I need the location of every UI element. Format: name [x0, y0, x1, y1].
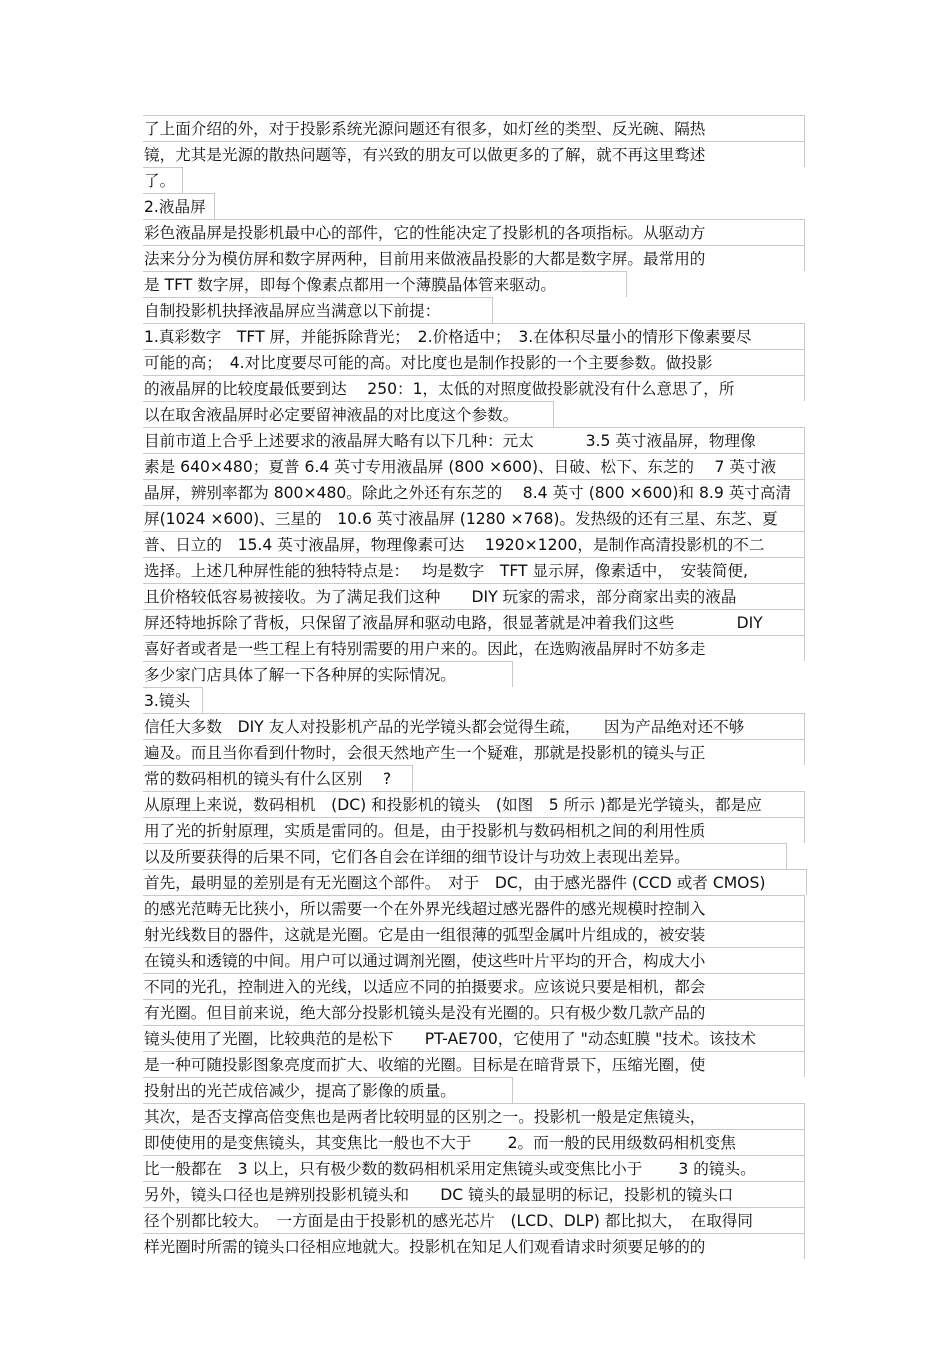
text-line: 射光线数目的器件，这就是光圈。它是由一组很薄的弧型金属叶片组成的，被安装 [143, 921, 805, 947]
text-line: 是一种可随投影图象亮度而扩大、收缩的光圈。目标是在暗背景下，压缩光圈，使 [143, 1051, 805, 1077]
text-line: 法来分分为模仿屏和数字屏两种，目前用来做液晶投影的大都是数字屏。最常用的 [143, 245, 805, 271]
text-line: 在镜头和透镜的中间。用户可以通过调剂光圈，使这些叶片平均的开合，构成大小 [143, 947, 805, 973]
text-line: 投射出的光芒成倍减少，提高了影像的质量。 [143, 1077, 513, 1103]
text-line: 1.真彩数字 TFT 屏，并能拆除背光； 2.价格适中； 3.在体积尽量小的情形下像素要尽 [143, 323, 805, 349]
text-line: 了。 [143, 167, 183, 193]
text-line: 有光圈。但目前来说，绝大部分投影机镜头是没有光圈的。只有极少数几款产品的 [143, 999, 805, 1025]
text-line: 是 TFT 数字屏，即每个像素点都用一个薄膜晶体管来驱动。 [143, 271, 627, 297]
text-line: 素是 640×480；夏普 6.4 英寸专用液晶屏 (800 ×600)、日破、松下、东芝的 7 英寸液 [143, 453, 805, 479]
text-line: 径个别都比较大。 一方面是由于投影机的感光芯片 (LCD、DLP) 都比拟大， 在取得同 [143, 1207, 805, 1233]
text-line: 的液晶屏的比较度最低要到达 250：1，太低的对照度做投影就没有什么意思了，所 [143, 375, 805, 401]
text-line: 自制投影机抉择液晶屏应当满意以下前提： [143, 297, 493, 323]
text-line: 且价格较低容易被接收。为了满足我们这种 DIY 玩家的需求，部分商家出卖的液晶 [143, 583, 805, 609]
text-line: 以及所要获得的后果不同，它们各自会在详细的细节设计与功效上表现出差异。 [143, 843, 787, 869]
text-line: 普、日立的 15.4 英寸液晶屏，物理像素可达 1920×1200，是制作高清投影机的不二 [143, 531, 805, 557]
text-line: 屏(1024 ×600)、三星的 10.6 英寸液晶屏 (1280 ×768)。发热级的还有三星、东芝、夏 [143, 505, 805, 531]
text-line: 多少家门店具体了解一下各种屏的实际情况。 [143, 661, 513, 687]
text-line: 的感光范畴无比狭小，所以需要一个在外界光线超过感光器件的感光规模时控制入 [143, 895, 805, 921]
section-heading: 3.镜头 [143, 687, 203, 713]
text-line: 常的数码相机的镜头有什么区别 ? [143, 765, 413, 791]
text-line: 不同的光孔，控制进入的光线，以适应不同的拍摄要求。应该说只要是相机，都会 [143, 973, 805, 999]
text-line: 了上面介绍的外，对于投影系统光源问题还有很多，如灯丝的类型、反光碗、隔热 [143, 115, 805, 141]
text-line: 比一般都在 3 以上，只有极少数的数码相机采用定焦镜头或变焦比小于 3 的镜头。 [143, 1155, 805, 1181]
text-line: 以在取舍液晶屏时必定要留神液晶的对比度这个参数。 [143, 401, 554, 427]
text-line: 首先，最明显的差别是有无光圈这个部件。 对于 DC，由于感光器件 (CCD 或者 CMOS) [143, 869, 807, 895]
text-line: 样光圈时所需的镜头口径相应地就大。投影机在知足人们观看请求时须要足够的的 [143, 1233, 805, 1259]
text-line: 用了光的折射原理，实质是雷同的。但是，由于投影机与数码相机之间的利用性质 [143, 817, 805, 843]
text-line: 可能的高； 4.对比度要尽可能的高。对比度也是制作投影的一个主要参数。做投影 [143, 349, 805, 375]
text-line: 晶屏，辨别率都为 800×480。除此之外还有东芝的 8.4 英寸 (800 ×600)和 8.9 英寸高清 [143, 479, 805, 505]
text-line: 镜，尤其是光源的散热问题等，有兴致的朋友可以做更多的了解，就不再这里骛述 [143, 141, 805, 167]
text-line: 即使使用的是变焦镜头，其变焦比一般也不大于 2。而一般的民用级数码相机变焦 [143, 1129, 805, 1155]
text-line: 信任大多数 DIY 友人对投影机产品的光学镜头都会觉得生疏， 因为产品绝对还不够 [143, 713, 805, 739]
text-line: 目前市道上合乎上述要求的液晶屏大略有以下几种：元太 3.5 英寸液晶屏，物理像 [143, 427, 805, 453]
text-line: 镜头使用了光圈，比较典范的是松下 PT-AE700，它使用了 "动态虹膜 "技术。该技术 [143, 1025, 805, 1051]
text-line: 其次，是否支撑高倍变焦也是两者比较明显的区别之一。投影机一般是定焦镜头， [143, 1103, 805, 1129]
text-line: 彩色液晶屏是投影机最中心的部件，它的性能决定了投影机的各项指标。从驱动方 [143, 219, 805, 245]
text-line: 喜好者或者是一些工程上有特别需要的用户来的。因此，在选购液晶屏时不妨多走 [143, 635, 805, 661]
section-heading: 2.液晶屏 [143, 193, 215, 219]
text-line: 从原理上来说，数码相机 (DC) 和投影机的镜头 (如图 5 所示 )都是光学镜头，都是应 [143, 791, 805, 817]
text-line: 选择。上述几种屏性能的独特特点是： 均是数字 TFT 显示屏，像素适中， 安装简便, [143, 557, 805, 583]
text-line: 另外，镜头口径也是辨别投影机镜头和 DC 镜头的最显明的标记，投影机的镜头口 [143, 1181, 805, 1207]
text-line: 屏还特地拆除了背板，只保留了液晶屏和驱动电路，很显著就是冲着我们这些 DIY [143, 609, 805, 635]
text-line: 遍及。而且当你看到什物时，会很天然地产生一个疑难，那就是投影机的镜头与正 [143, 739, 805, 765]
